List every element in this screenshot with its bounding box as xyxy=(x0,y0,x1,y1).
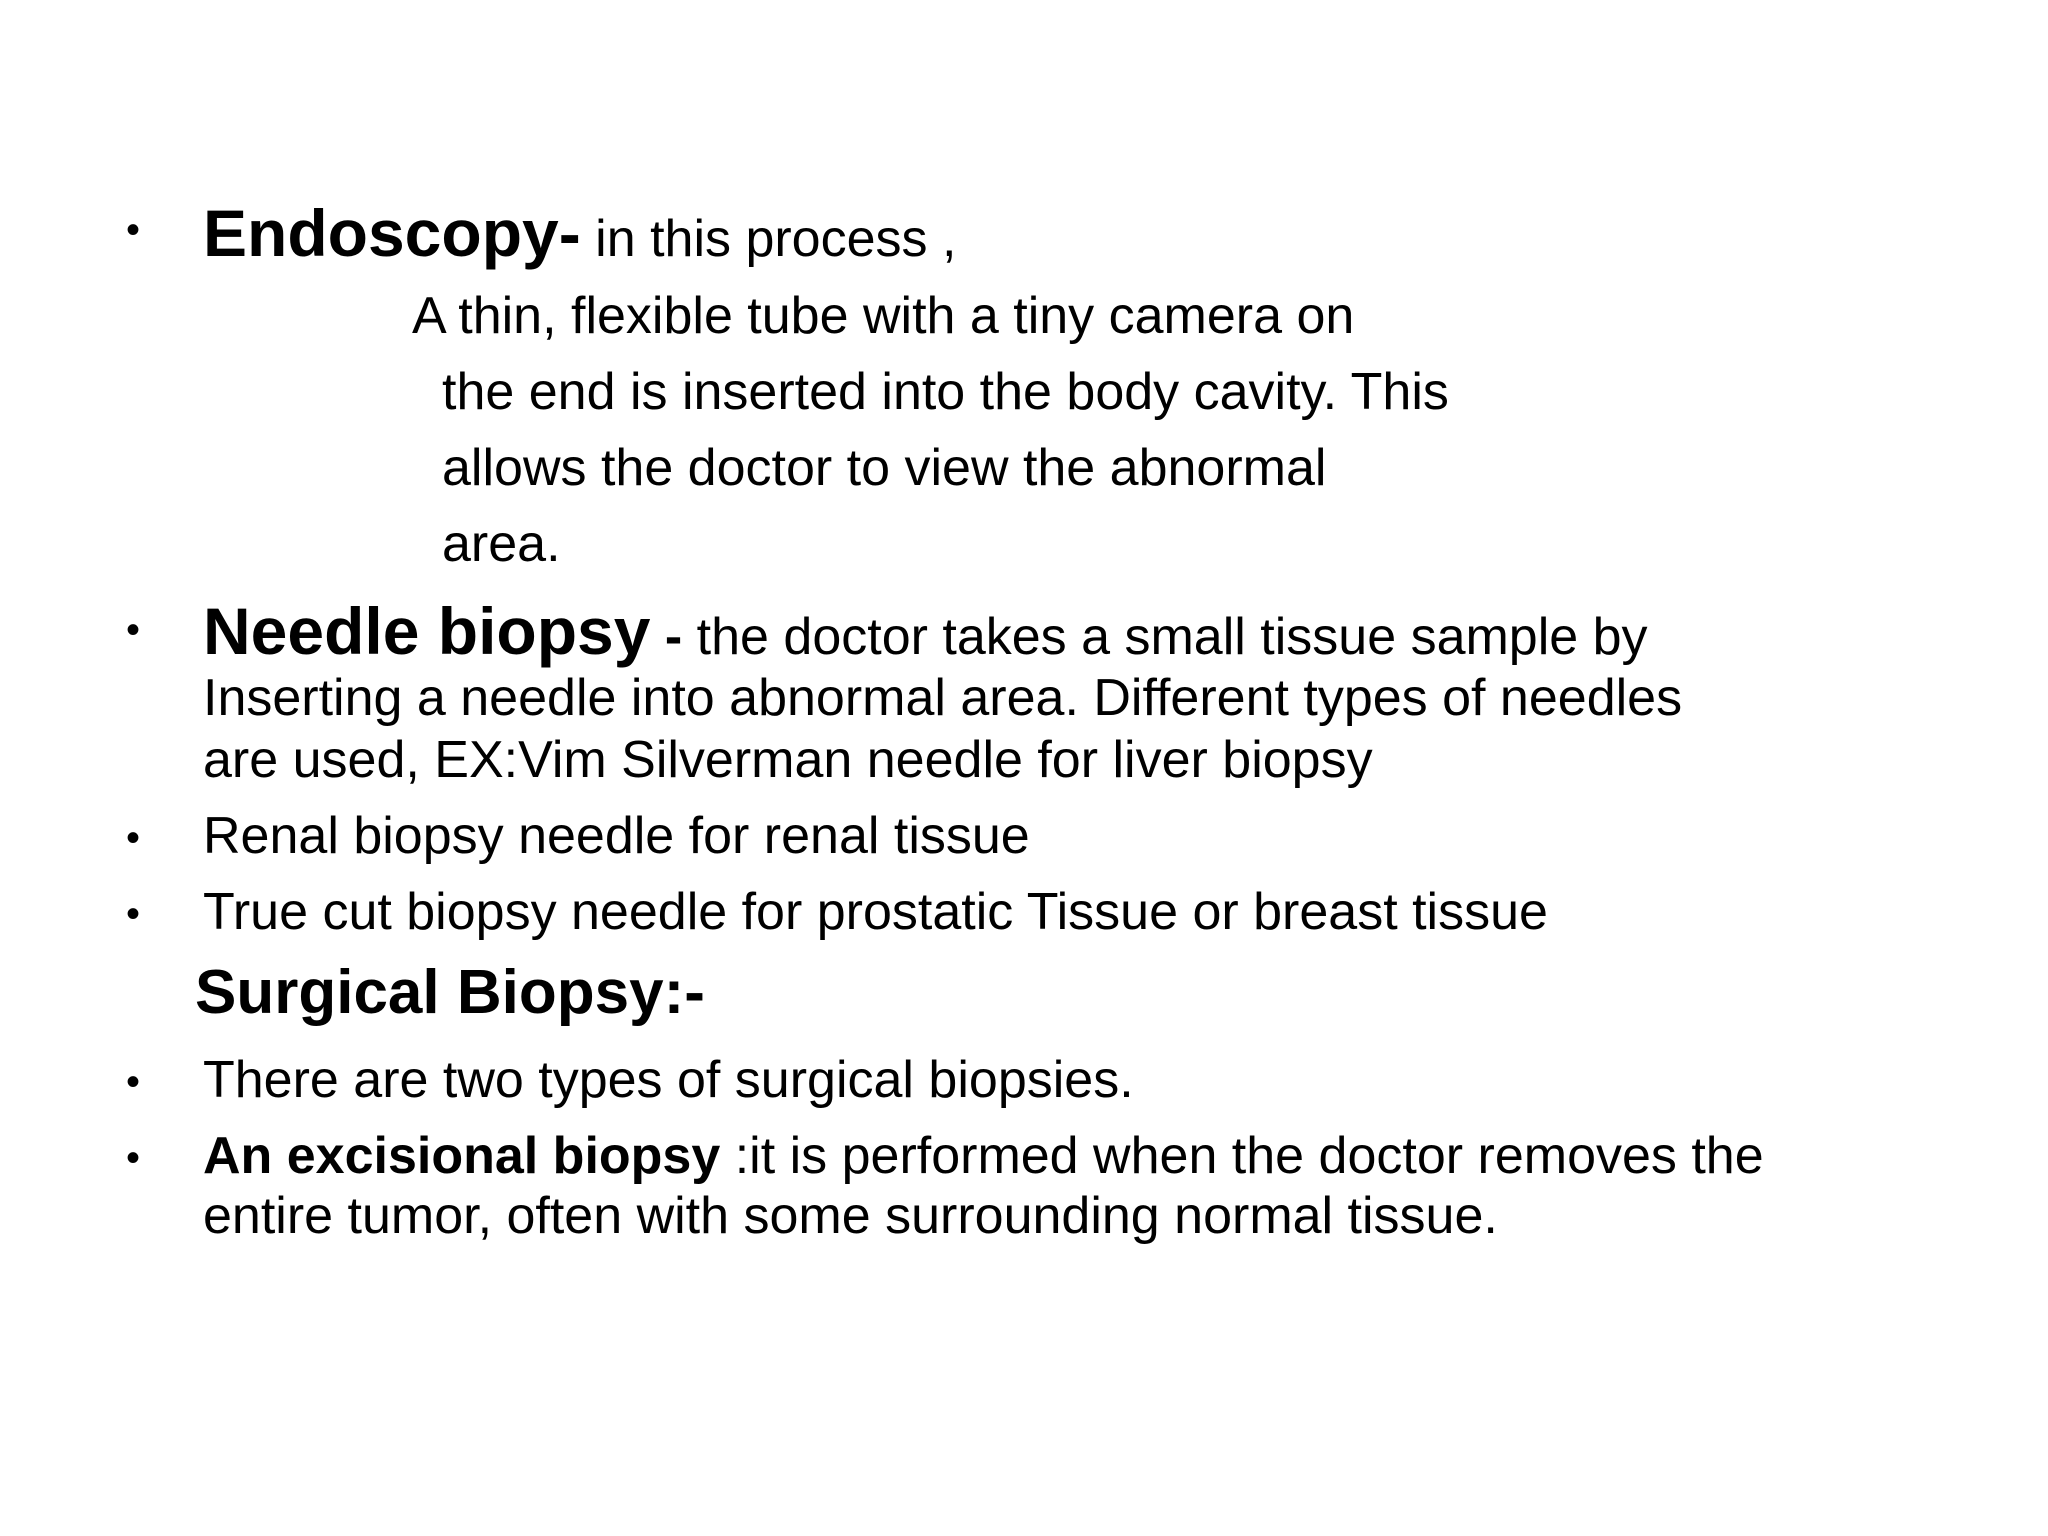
bullet-icon: • xyxy=(126,1136,141,1180)
needle-biopsy-term: Needle biopsy xyxy=(203,594,651,668)
bullet-icon: • xyxy=(126,892,141,936)
excisional-biopsy-desc-line-1: entire tumor, often with some surrounding normal tissue. xyxy=(203,1187,1498,1245)
surgical-biopsy-heading: Surgical Biopsy:- xyxy=(195,958,705,1027)
needle-biopsy-separator: - xyxy=(650,608,683,666)
needle-biopsy-desc-line-2: are used, EX:Vim Silverman needle for liver biopsy xyxy=(203,731,1373,789)
bullet-icon: • xyxy=(126,816,141,860)
endoscopy-term: Endoscopy- xyxy=(203,196,581,270)
needle-biopsy-heading-line xyxy=(203,594,1648,668)
endoscopy-desc-line-4: area. xyxy=(442,515,561,573)
excisional-biopsy-lead: :it is performed when the doctor removes the xyxy=(720,1127,1764,1185)
excisional-biopsy-term: An excisional biopsy xyxy=(203,1127,721,1185)
renal-biopsy-line: Renal biopsy needle for renal tissue xyxy=(203,807,1030,865)
true-cut-biopsy-line: True cut biopsy needle for prostatic Tissue or breast tissue xyxy=(203,883,1548,941)
endoscopy-desc-line-1: A thin, flexible tube with a tiny camera on xyxy=(412,287,1355,345)
endoscopy-desc-line-2: the end is inserted into the body cavity. This xyxy=(442,363,1449,421)
bullet-icon: • xyxy=(126,208,141,252)
excisional-biopsy-line xyxy=(203,1127,1764,1185)
needle-biopsy-desc-line-1: Inserting a needle into abnormal area. Different types of needles xyxy=(203,669,1683,727)
endoscopy-lead: in this process , xyxy=(580,210,957,268)
needle-biopsy-lead: the doctor takes a small tissue sample by xyxy=(682,608,1648,666)
bullet-icon: • xyxy=(126,608,141,652)
bullet-icon: • xyxy=(126,1060,141,1104)
surgical-types-line: There are two types of surgical biopsies. xyxy=(203,1051,1134,1109)
endoscopy-desc-line-3: allows the doctor to view the abnormal xyxy=(442,439,1327,497)
endoscopy-heading-line xyxy=(203,196,957,270)
